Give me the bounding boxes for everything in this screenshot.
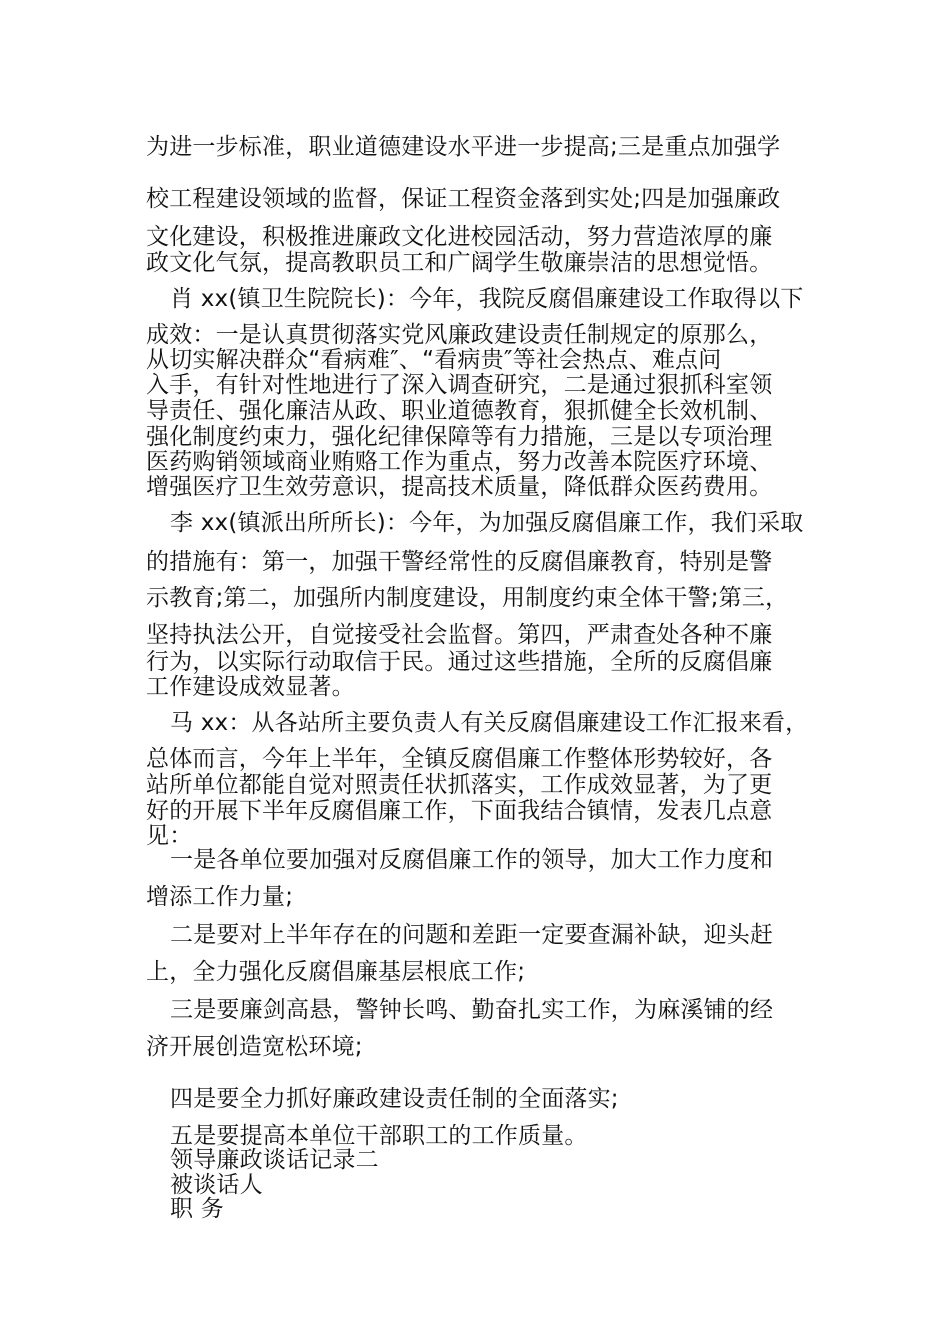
text-line-11: 医药购销领域商业贿赂工作为重点，努力改善本院医疗环境、 bbox=[146, 449, 773, 475]
text-line-17: 行为，以实际行动取信于民。通过这些措施，全所的反腐倡廉 bbox=[146, 649, 773, 675]
text-line-9: 导责任、强化廉洁从政、职业道德教育，狠抓健全长效机制、 bbox=[146, 398, 773, 424]
text-line-25: 增添工作力量; bbox=[146, 884, 294, 910]
text-line-29: 济开展创造宽松环境; bbox=[146, 1034, 363, 1060]
text-line-32: 领导廉政谈话记录二 bbox=[170, 1147, 379, 1173]
text-line-22: 好的开展下半年反腐倡廉工作，下面我结合镇情，发表几点意 bbox=[146, 798, 773, 824]
text-line-23: 见： bbox=[146, 823, 193, 849]
text-line-14: 的措施有：第一，加强干警经常性的反腐倡廉教育，特别是警 bbox=[146, 549, 773, 575]
text-line-27: 上，全力强化反腐倡廉基层根底工作; bbox=[146, 959, 526, 985]
text-line-19: 马 xx：从各站所主要负责人有关反腐倡廉建设工作汇报来看， bbox=[170, 710, 809, 736]
text-line-20: 总体而言，今年上半年，全镇反腐倡廉工作整体形势较好，各 bbox=[146, 746, 773, 772]
text-line-24: 一是各单位要加强对反腐倡廉工作的领导，加大工作力度和 bbox=[170, 847, 774, 873]
text-line-4: 政文化气氛，提高教职员工和广阔学生敬廉崇洁的思想觉悟。 bbox=[146, 250, 773, 276]
text-line-8: 入手，有针对性地进行了深入调查研究，二是通过狠抓科室领 bbox=[146, 372, 773, 398]
text-line-26: 二是要对上半年存在的问题和差距一定要查漏补缺，迎头赶 bbox=[170, 922, 774, 948]
text-line-16: 坚持执法公开，自觉接受社会监督。第四，严肃查处各种不廉 bbox=[146, 622, 773, 648]
text-line-10: 强化制度约束力，强化纪律保障等有力措施，三是以专项治理 bbox=[146, 424, 773, 450]
text-line-34: 职 务 bbox=[170, 1196, 224, 1222]
text-line-5: 肖 xx(镇卫生院院长)：今年，我院反腐倡廉建设工作取得以下 bbox=[170, 286, 804, 312]
text-line-15: 示教育;第二，加强所内制度建设，用制度约束全体干警;第三， bbox=[146, 585, 789, 611]
text-line-6: 成效：一是认真贯彻落实党风廉政建设责任制规定的原那么， bbox=[146, 322, 773, 348]
text-line-33: 被谈话人 bbox=[170, 1172, 263, 1198]
text-line-2: 校工程建设领域的监督，保证工程资金落到实处;四是加强廉政 bbox=[146, 186, 781, 212]
text-line-3: 文化建设，积极推进廉政文化进校园活动，努力营造浓厚的廉 bbox=[146, 224, 773, 250]
text-line-31: 五是要提高本单位干部职工的工作质量。 bbox=[170, 1123, 588, 1149]
text-line-13: 李 xx(镇派出所所长)：今年，为加强反腐倡廉工作，我们采取 bbox=[170, 510, 804, 536]
text-line-1: 为进一步标准，职业道德建设水平进一步提高;三是重点加强学 bbox=[146, 134, 781, 160]
text-line-12: 增强医疗卫生效劳意识，提高技术质量，降低群众医药费用。 bbox=[146, 474, 773, 500]
text-line-21: 站所单位都能自觉对照责任状抓落实，工作成效显著，为了更 bbox=[146, 772, 773, 798]
text-line-18: 工作建设成效显著。 bbox=[146, 674, 355, 700]
text-line-28: 三是要廉剑高悬，警钟长鸣、勤奋扎实工作，为麻溪铺的经 bbox=[170, 997, 774, 1023]
text-line-30: 四是要全力抓好廉政建设责任制的全面落实; bbox=[170, 1086, 619, 1112]
text-line-7: 从切实解决群众“看病难″、“看病贵″等社会热点、难点问 bbox=[146, 347, 722, 373]
